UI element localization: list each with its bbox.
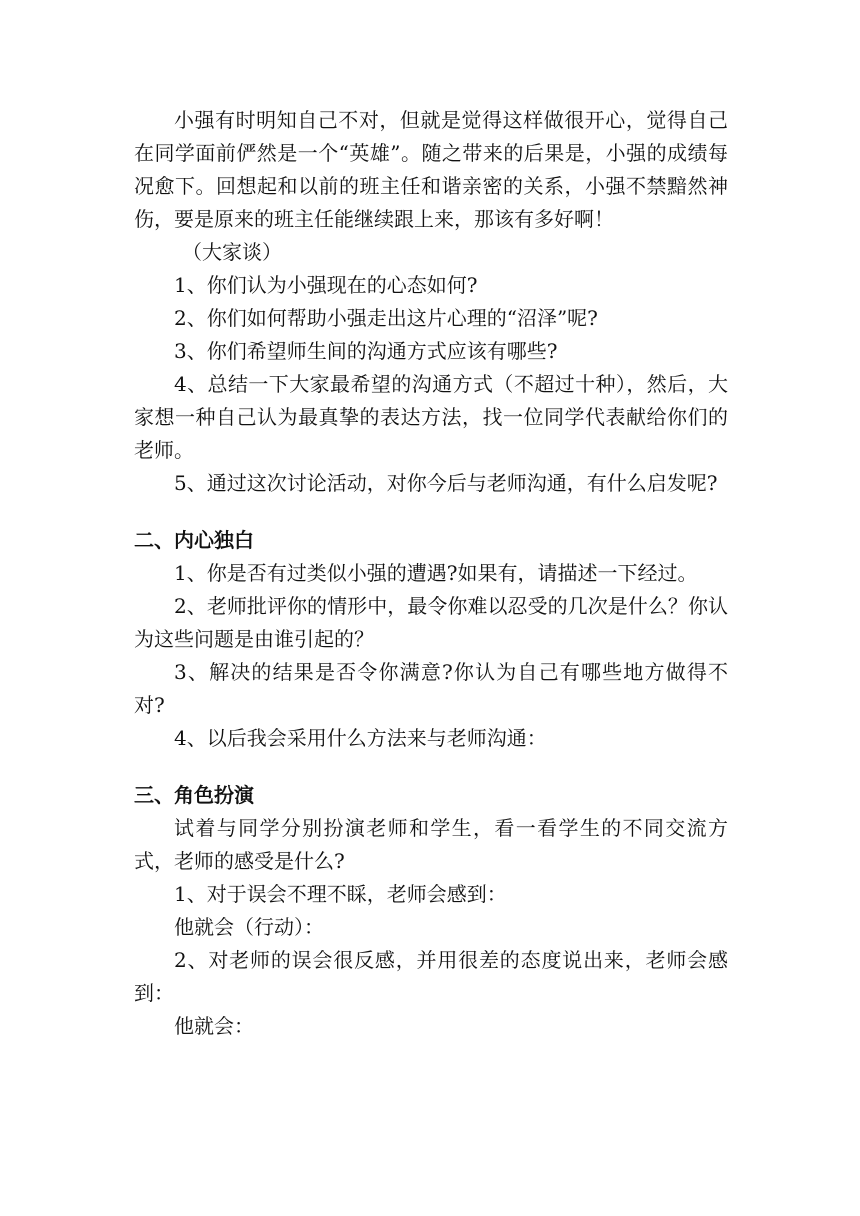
section-heading-role-play: 三、角色扮演	[134, 783, 254, 807]
spacer	[134, 755, 728, 779]
question-item: 4、总结一下大家最希望的沟通方式（不超过十种），然后，大家想一种自己认为最真挚的表达方法，找一位同学代表献给你们的老师。	[134, 372, 728, 462]
question-item: 3、你们希望师生间的沟通方式应该有哪些?	[174, 339, 558, 363]
role-play-item: 他就会：	[174, 1014, 254, 1038]
role-play-intro: 试着与同学分别扮演老师和学生，看一看学生的不同交流方式，老师的感受是什么?	[134, 816, 728, 873]
monologue-item: 4、以后我会采用什么方法来与老师沟通：	[174, 726, 547, 750]
monologue-item: 3、解决的结果是否令你满意?你认为自己有哪些地方做得不对?	[134, 660, 728, 717]
section-heading-inner-monologue: 二、内心独白	[134, 528, 254, 552]
role-play-item: 2、对老师的误会很反感，并用很差的态度说出来，老师会感到：	[134, 948, 728, 1005]
question-item: 2、你们如何帮助小强走出这片心理的“沼泽”呢?	[174, 306, 598, 330]
question-item: 1、你们认为小强现在的心态如何?	[174, 273, 478, 297]
monologue-item: 1、你是否有过类似小强的遭遇?如果有，请描述一下经过。	[174, 561, 698, 585]
spacer	[134, 500, 728, 524]
document-page	[134, 104, 728, 1043]
role-play-item: 他就会（行动）：	[174, 915, 324, 939]
role-play-item: 1、对于误会不理不睬，老师会感到：	[174, 882, 507, 906]
story-paragraph: 小强有时明知自己不对，但就是觉得这样做很开心，觉得自己在同学面前俨然是一个“英雄”。随之带来的后果是，小强的成绩每况愈下。回想起和以前的班主任和谐亲密的关系，小强不禁黯然神伤，要是原来的班主任能继续跟上来，那该有多好啊！	[134, 108, 728, 231]
discuss-label: （大家谈）	[182, 240, 282, 264]
monologue-item: 2、老师批评你的情形中，最令你难以忍受的几次是什么？你认为这些问题是由谁引起的？	[134, 594, 728, 651]
question-item: 5、通过这次讨论活动，对你今后与老师沟通，有什么启发呢?	[174, 471, 718, 495]
